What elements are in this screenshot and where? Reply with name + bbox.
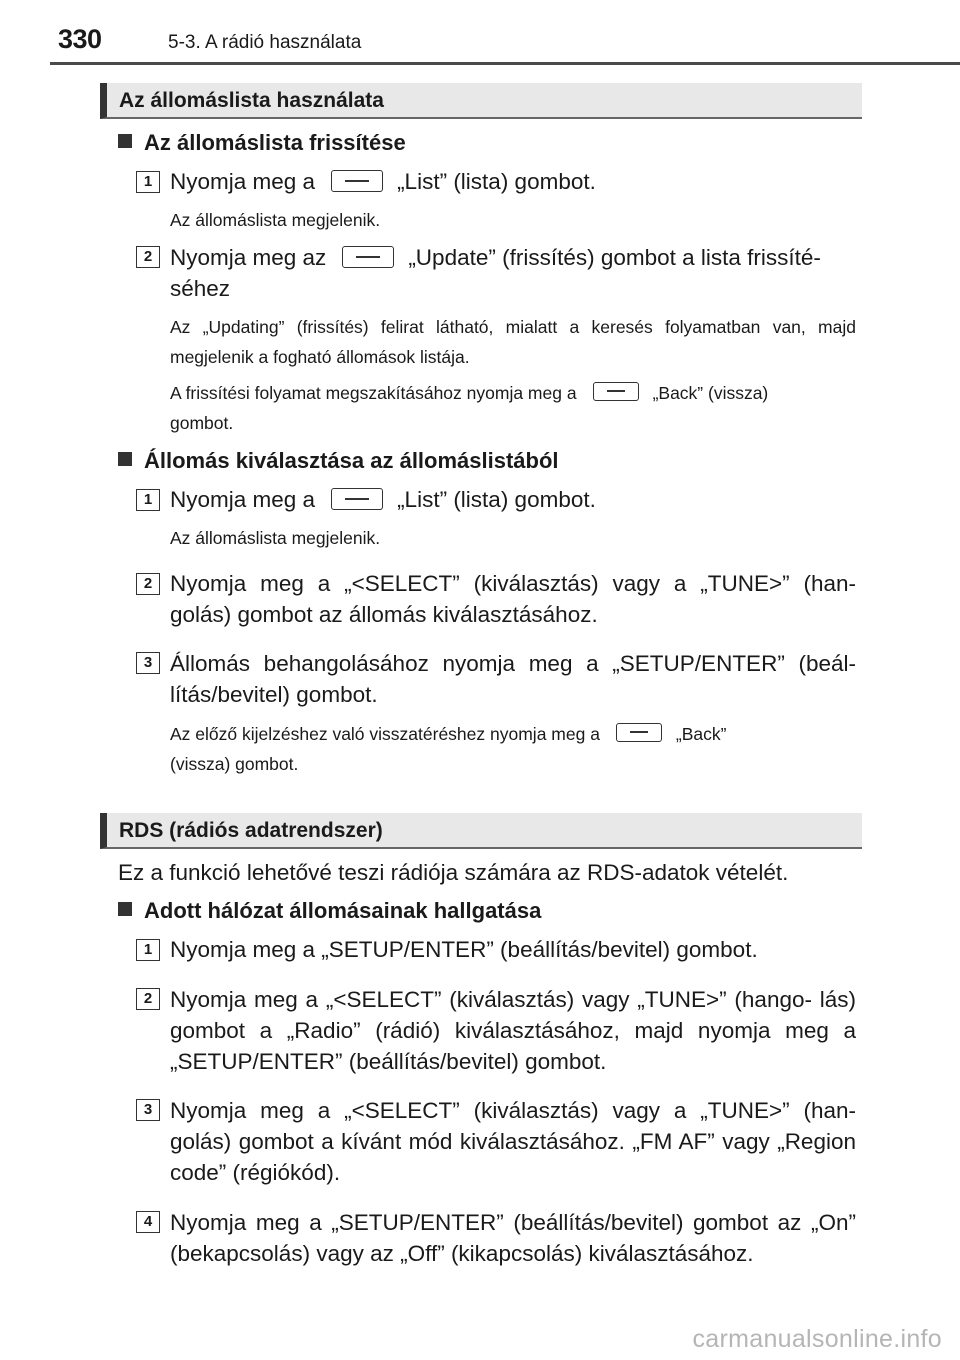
step-text-part: Nyomja meg a bbox=[170, 487, 316, 512]
step-number: 2 bbox=[136, 246, 160, 268]
button-icon bbox=[331, 488, 383, 510]
note-text-part: gombot. bbox=[170, 413, 234, 433]
subheading-text: Állomás kiválasztása az állomáslistából bbox=[144, 448, 559, 473]
subheading-refresh-list bbox=[118, 130, 406, 156]
note-text-part: A frissítési folyamat megszakításához nyomja meg a bbox=[170, 383, 577, 403]
note-text-part: Az előző kijelzéshez való visszatéréshez nyomja meg a bbox=[170, 724, 600, 744]
step-note: Az állomáslista megjelenik. bbox=[170, 210, 381, 230]
step-text: Nyomja meg a „<SELECT” (kiválasztás) vagy a „TUNE>” (han- golás) gombot az állomás kiválasztásához. bbox=[170, 571, 856, 627]
step-note: Az állomáslista megjelenik. bbox=[170, 528, 381, 548]
note-text-part: „Back” (vissza) bbox=[652, 383, 769, 403]
step-note: Az „Updating” (frissítés) felirat látható, mialatt a keresés folyamatban van, majd megjelenik a fogható állomások listája. bbox=[170, 317, 856, 367]
section-title-station-list bbox=[100, 83, 862, 119]
page-number: 330 bbox=[58, 24, 102, 54]
subheading-network-stations bbox=[118, 898, 541, 924]
step-text-part: Nyomja meg a bbox=[170, 169, 316, 194]
step-number: 2 bbox=[136, 573, 160, 595]
button-icon bbox=[616, 723, 662, 742]
step-number: 3 bbox=[136, 1099, 160, 1121]
step-text-part: „List” (lista) gombot. bbox=[397, 487, 596, 512]
step-text-part: „List” (lista) gombot. bbox=[397, 169, 596, 194]
step-number: 1 bbox=[136, 489, 160, 511]
section-intro: Ez a funkció lehetővé teszi rádiója számára az RDS-adatok vételét. bbox=[118, 860, 789, 885]
step-number: 1 bbox=[136, 171, 160, 193]
step-note bbox=[170, 378, 856, 438]
section-title-text: RDS (rádiós adatrendszer) bbox=[119, 819, 383, 842]
square-bullet-icon bbox=[118, 134, 132, 148]
step-text: Nyomja meg a „<SELECT” (kiválasztás) vagy a „TUNE>” (han- golás) gombot a kívánt mód kiválasztásához. „FM AF” vagy „Region code” (régiókód). bbox=[170, 1098, 856, 1185]
step-number: 4 bbox=[136, 1211, 160, 1233]
step-text bbox=[170, 484, 856, 515]
running-header: 5-3. A rádió használata bbox=[168, 32, 362, 53]
note-text-part: (vissza) gombot. bbox=[170, 754, 299, 774]
step-text: Nyomja meg a „<SELECT” (kiválasztás) vagy „TUNE>” (hango- lás) gombot a „Radio” (rádió) kiválasztásához, majd nyomja meg a „SETUP/ENTER” (beállítás/bevitel) gombot. bbox=[170, 987, 856, 1074]
step-text: Nyomja meg a „SETUP/ENTER” (beállítás/bevitel) gombot az „On” (bekapcsolás) vagy az „Off” (kikapcsolás) kiválasztásához. bbox=[170, 1210, 856, 1266]
section-title-rds bbox=[100, 813, 862, 849]
step-text bbox=[170, 242, 856, 304]
step-text bbox=[170, 166, 856, 197]
square-bullet-icon bbox=[118, 902, 132, 916]
square-bullet-icon bbox=[118, 452, 132, 466]
button-icon bbox=[331, 170, 383, 192]
button-icon bbox=[593, 382, 639, 401]
watermark: carmanualsonline.info bbox=[692, 1325, 942, 1353]
subheading-text: Adott hálózat állomásainak hallgatása bbox=[144, 898, 542, 923]
step-number: 2 bbox=[136, 988, 160, 1010]
step-text: Nyomja meg a „SETUP/ENTER” (beállítás/bevitel) gombot. bbox=[170, 937, 758, 962]
button-icon bbox=[342, 246, 394, 268]
step-text-part: Nyomja meg az bbox=[170, 245, 327, 270]
step-text-part: séhez bbox=[170, 276, 231, 301]
subheading-text: Az állomáslista frissítése bbox=[144, 130, 406, 155]
step-note bbox=[170, 719, 856, 779]
note-text-part: „Back” bbox=[675, 724, 727, 744]
step-number: 1 bbox=[136, 939, 160, 961]
step-number: 3 bbox=[136, 652, 160, 674]
header-rule bbox=[50, 62, 960, 65]
step-text-part: „Update” (frissítés) gombot a lista frissíté- bbox=[408, 245, 821, 270]
subheading-select-station bbox=[118, 448, 559, 474]
step-text: Állomás behangolásához nyomja meg a „SETUP/ENTER” (beál- lítás/bevitel) gombot. bbox=[170, 651, 856, 707]
section-title-text: Az állomáslista használata bbox=[119, 89, 384, 112]
